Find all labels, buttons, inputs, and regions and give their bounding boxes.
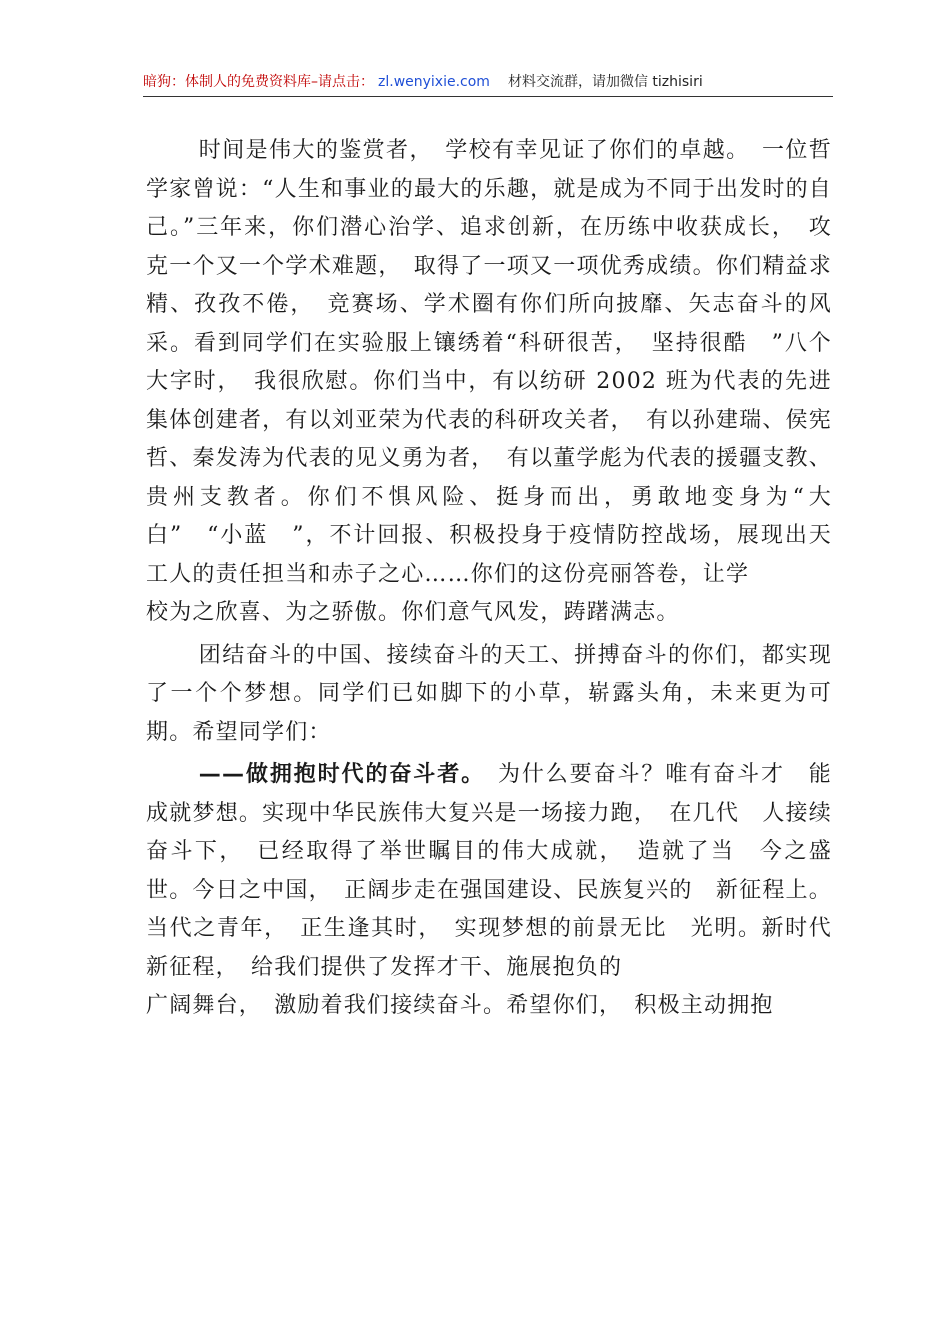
section-headline: ——做拥抱时代的奋斗者。: [198, 762, 475, 787]
paragraph-3: [146, 756, 832, 987]
header-note: 材料交流群，请加微信 tizhisiri: [507, 74, 703, 90]
header-prompt: –请点击：: [311, 74, 374, 90]
paragraph-3-continued: 广阔舞台， 激励着我们接续奋斗。希望你们， 积极主动拥抱: [146, 993, 774, 1018]
page-header: [143, 72, 833, 97]
header-site-name: 暗狗：体制人的免费资料库: [143, 74, 311, 90]
paragraph-1: 时间是伟大的鉴赏者， 学校有幸见证了你们的卓越。 一位哲学家曾说：“人生和事业的最大的乐趣，就是成为不同于出发时的自己。”三年来，你们潜心治学、追求创新，在历练中收获成长， 攻克一个又一个学术难题， 取得了一项又一项优秀成绩。你们精益求精、孜孜不倦， 竞赛场、学术圈有你们所向披靡、矢志奋斗的风采。看到同学们在实验服上镶绣着“科研很苦， 坚持很酷 ”八个大字时， 我很欣慰。你们当中，有以纺研 2002 班为代表的先进集体创建者，有以刘亚荣为代表的科研攻关者， 有以孙建瑞、侯宪哲、秦发涛为代表的见义勇为者， 有以董学彪为代表的援疆支教、贵州支教者。你们不惧风险、挺身而出，勇敢地变身为“大白” “小蓝 ”，不计回报、积极投身于疫情防控战场，展现出天 工人的责任担当和赤子之心……你们的这份亮丽答卷，让学: [146, 138, 879, 587]
paragraph-2: 团结奋斗的中国、接续奋斗的天工、拼搏奋斗的你们，都实现了一个个梦想。同学们已如脚下的小草，崭露头角，未来更为可期。希望同学们：: [146, 642, 832, 745]
paragraph-1-continued: 校为之欣喜、为之骄傲。你们意气风发，踌躇满志。: [146, 600, 680, 625]
header-url-link[interactable]: zl.wenyixie.com: [378, 74, 490, 90]
document-body: [146, 132, 879, 1026]
paragraph-3-text: 为什么要奋斗？唯有奋斗才 能成就梦想。实现中华民族伟大复兴是一场接力跑， 在几代 人接续奋斗下， 已经取得了举世瞩目的伟大成就， 造就了当 今之盛世。今日之中国， 正阔步走在强国建设、民族复兴的 新征程上。当代之青年， 正生逢其时， 实现梦想的前景无比 光明。新时代新征程， 给我们提供了发挥才干、施展抱负的: [146, 762, 833, 980]
